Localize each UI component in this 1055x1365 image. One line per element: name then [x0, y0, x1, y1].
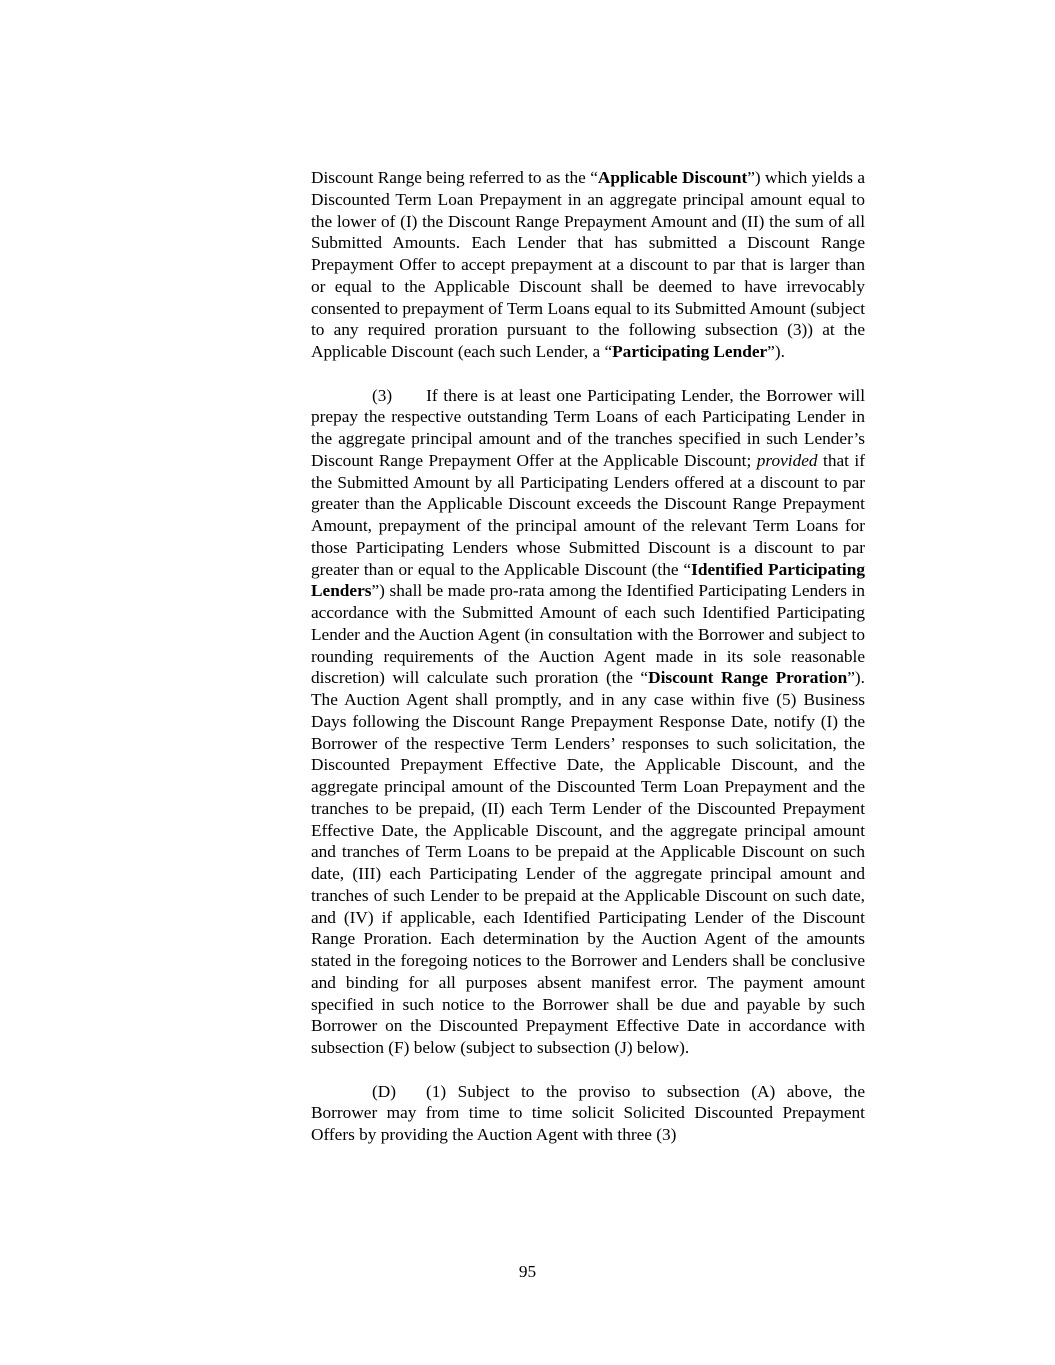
paragraph-subsection-3	[311, 385, 865, 1059]
defined-term-identified-participating-lenders: Identified Participating Lenders	[311, 559, 865, 601]
defined-term-applicable-discount: Applicable Discount	[597, 168, 748, 187]
paragraph-number: (3)	[372, 385, 393, 405]
paragraph-section-d	[311, 1081, 865, 1146]
page-number: 95	[518, 1262, 537, 1281]
section-label: (D)	[372, 1081, 396, 1101]
text-run: ”) shall be made pro-rata among the Identified Participating Lenders in accordance with the Submitted Amount of each such Identified Participating Lender and the Auction Agent (in consultation with the Borrower and subject to rounding requirements of the Auction Agent made in its sole reasonable discretion) will calculate such proration (the “	[311, 581, 865, 688]
text-run: ”) which yields a Discounted Term Loan Prepayment in an aggregate principal amount equal to the lower of (I) the Discount Range Prepayment Amount and (II) the sum of all Submitted Amounts. Each Lender that has submitted a Discount Range Prepayment Offer to accept prepayment at a discount to par that is larger than or equal to the Applicable Discount shall be deemed to have irrevocably consented to prepayment of Term Loans equal to its Submitted Amount (subject to any required proration pursuant to the following subsection (3)) at the Applicable Discount (each such Lender, a “	[311, 168, 865, 361]
text-run: ”). The Auction Agent shall promptly, and in any case within five (5) Business Days following the Discount Range Prepayment Response Date, notify (I) the Borrower of the respective Term Lenders’ responses to such solicitation, the Discounted Prepayment Effective Date, the Applicable Discount, and the aggregate principal amount of the Discounted Term Loan Prepayment and the tranches to be prepaid, (II) each Term Lender of the Discounted Prepayment Effective Date, the Applicable Discount, and the aggregate principal amount and tranches of Term Loans to be prepaid at the Applicable Discount on such date, (III) each Participating Lender of the aggregate principal amount and tranches of such Lender to be prepaid at the Applicable Discount on such date, and (IV) if applicable, each Identified Participating Lender of the Discount Range Proration. Each determination by the Auction Agent of the amounts stated in the foregoing notices to the Borrower and Lenders shall be conclusive and binding for all purposes absent manifest error. The payment amount specified in such notice to the Borrower shall be due and payable by such Borrower on the Discounted Prepayment Effective Date in accordance with subsection (F) below (subject to subsection (J) below).	[311, 668, 865, 1057]
paragraph-number: (1)	[426, 1081, 447, 1101]
paragraph-applicable-discount	[311, 167, 865, 363]
text-run: that if the Submitted Amount by all Participating Lenders offered at a discount to par greater than the Applicable Discount exceeds the Discount Range Prepayment Amount, prepayment of the principal amount of the relevant Term Loans for those Participating Lenders whose Submitted Discount is a discount to par greater than or equal to the Applicable Discount (the “	[311, 450, 865, 579]
italic-provided: provided	[756, 450, 818, 470]
defined-term-discount-range-proration: Discount Range Proration	[648, 668, 848, 688]
document-body	[311, 167, 865, 1146]
defined-term-participating-lender: Participating Lender	[612, 342, 768, 361]
text-run: Subject to the proviso to subsection (A) above, the Borrower may from time to time solicit Solicited Discounted Prepayment Offers by providing the Auction Agent with three (3)	[311, 1081, 865, 1144]
text-run: Discount Range being referred to as the “	[311, 168, 598, 187]
text-run: ”).	[767, 342, 785, 361]
text-run: If there is at least one Participating Lender, the Borrower will prepay the respective outstanding Term Loans of each Participating Lender in the aggregate principal amount and of the tranches specified in such Lender’s Discount Range Prepayment Offer at the Applicable Discount;	[311, 385, 865, 470]
